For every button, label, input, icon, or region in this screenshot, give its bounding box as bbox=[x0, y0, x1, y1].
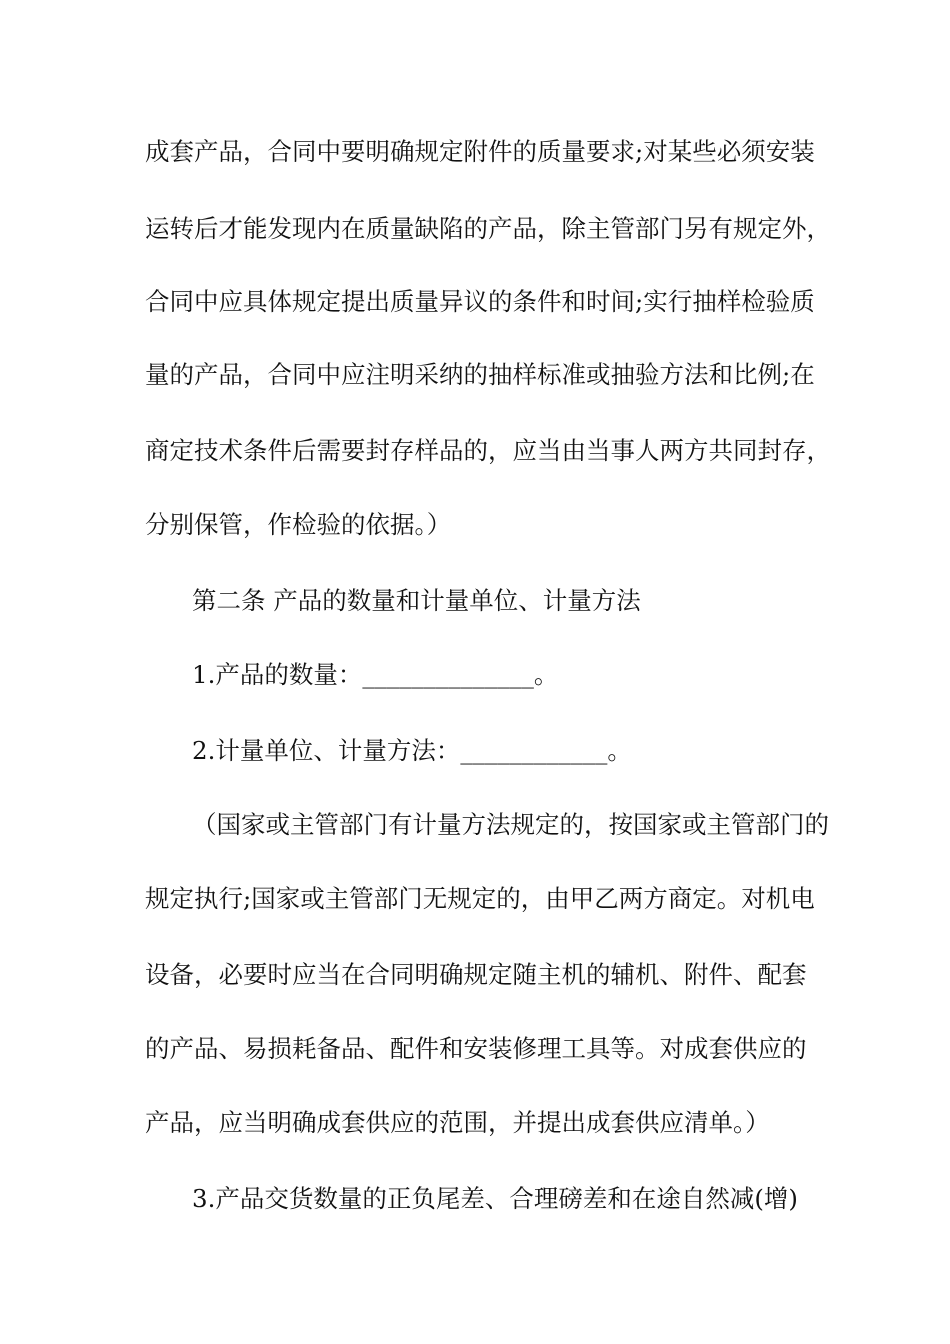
paragraph-line: 规定执行;国家或主管部门无规定的，由甲乙两方商定。对机电 bbox=[145, 884, 815, 913]
paragraph-line: 合同中应具体规定提出质量异议的条件和时间;实行抽样检验质 bbox=[145, 287, 815, 316]
paragraph-line: 产品，应当明确成套供应的范围，并提出成套供应清单。） bbox=[145, 1108, 770, 1137]
paragraph-line: 的产品、易损耗备品、配件和安装修理工具等。对成套供应的 bbox=[145, 1034, 807, 1063]
paragraph-line: 分别保管，作检验的依据。） bbox=[145, 510, 452, 539]
section-heading: 第二条 产品的数量和计量单位、计量方法 bbox=[192, 586, 641, 615]
paragraph-line: 商定技术条件后需要封存样品的，应当由当事人两方共同封存， bbox=[145, 436, 831, 465]
list-item: 3.产品交货数量的正负尾差、合理磅差和在途自然减(增) bbox=[192, 1184, 798, 1213]
paragraph-line: 成套产品，合同中要明确规定附件的质量要求;对某些必须安装 bbox=[145, 137, 815, 166]
paragraph-line: 量的产品，合同中应注明采纳的抽样标准或抽验方法和比例;在 bbox=[145, 360, 815, 389]
paragraph-line: （国家或主管部门有计量方法规定的，按国家或主管部门的 bbox=[192, 810, 829, 839]
paragraph-line: 运转后才能发现内在质量缺陷的产品，除主管部门另有规定外， bbox=[145, 214, 831, 243]
list-item: 1.产品的数量：______________。 bbox=[192, 660, 559, 689]
paragraph-line: 设备，必要时应当在合同明确规定随主机的辅机、附件、配套 bbox=[145, 960, 807, 989]
list-item: 2.计量单位、计量方法：____________。 bbox=[192, 736, 632, 765]
